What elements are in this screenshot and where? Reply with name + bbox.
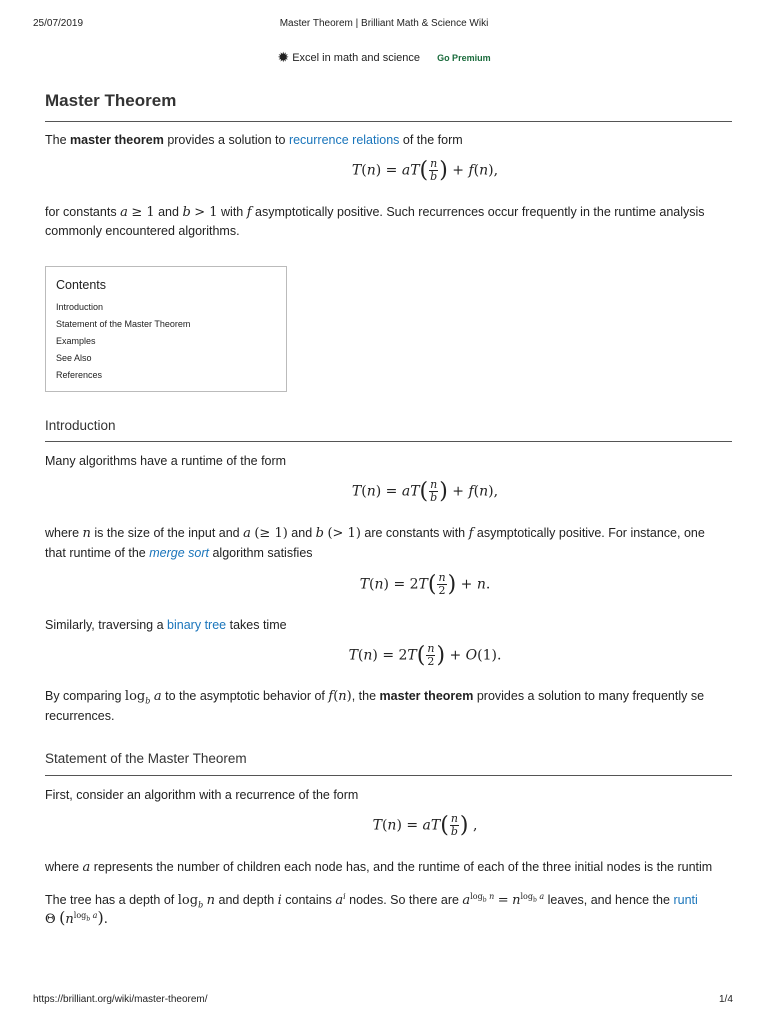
recurrence-relations-link[interactable]: recurrence relations xyxy=(288,133,400,147)
section-heading-statement: Statement of the Master Theorem xyxy=(45,751,247,766)
statement-divider xyxy=(45,775,732,776)
print-date: 25/07/2019 xyxy=(33,18,84,29)
intro-paragraph-2: for constants a ≥ 1 and b > 1 with f asymptotically positive. Such recurrences occur frequently in the runtime analysis xyxy=(45,205,705,220)
toc-item-introduction[interactable]: Introduction xyxy=(56,302,104,312)
equation-binary-tree: T(n) = 2T( $\frac{n}{2}$ ) + O(1). xyxy=(348,642,502,668)
title-divider xyxy=(45,121,732,122)
statement-paragraph-2: where a represents the number of children each node has, and the runtime of each of the three initial nodes is the runtim xyxy=(45,860,713,875)
intro-section-paragraph-1: Many algorithms have a runtime of the form xyxy=(45,454,287,468)
toc-item-examples[interactable]: Examples xyxy=(56,336,96,346)
toc-item-see-also[interactable]: See Also xyxy=(56,353,92,363)
table-of-contents xyxy=(45,266,287,392)
binary-tree-link[interactable]: binary tree xyxy=(167,618,227,632)
intro-section-paragraph-2: where n is the size of the input and a (≥ 1) and b (> 1) are constants with f asymptotically positive. For instance, one xyxy=(45,526,705,541)
introduction-divider xyxy=(45,441,732,442)
toc-title: Contents xyxy=(56,278,107,292)
equation-recurrence-3: T(n) = aT( $\frac{n}{b}$ ) , xyxy=(372,812,478,838)
statement-paragraph-3: The tree has a depth of $\log_b n$ and depth i contains $a^i$ nodes. So there are $a^{log_b n} = n^{log_b a}$ leaves, and hence the runti xyxy=(45,892,698,910)
equation-recurrence-2: T(n) = aT( $\frac{n}{b}$ ) + f(n), xyxy=(351,478,499,504)
statement-paragraph-1: First, consider an algorithm with a recurrence of the form xyxy=(45,788,359,802)
statement-paragraph-3-cont: Θ $(n^{log_b a})$. xyxy=(45,908,108,928)
intro-paragraph-2-cont: commonly encountered algorithms. xyxy=(45,224,240,238)
intro-section-paragraph-5: By comparing $\log_b a$ to the asymptotic behavior of f(n), the master theorem provides a solution to many frequently se xyxy=(45,689,705,706)
toc-item-references[interactable]: References xyxy=(56,370,103,380)
go-premium-link[interactable]: Go Premium xyxy=(437,53,491,63)
merge-sort-link[interactable]: merge sort xyxy=(149,546,209,560)
intro-section-paragraph-5-cont: recurrences. xyxy=(45,709,115,723)
intro-section-paragraph-3: that runtime of the merge sort algorithm satisfies xyxy=(45,546,313,560)
intro-section-paragraph-4: Similarly, traversing a binary tree takes time xyxy=(45,618,287,632)
premium-banner xyxy=(0,49,768,66)
page-title: Master Theorem xyxy=(45,91,177,110)
toc-item-statement[interactable]: Statement of the Master Theorem xyxy=(56,319,191,329)
equation-recurrence-1: T(n) = aT( $\frac{n}{b}$ ) + f(n), xyxy=(351,157,499,183)
banner-text: Excel in math and science xyxy=(292,52,420,64)
section-heading-introduction: Introduction xyxy=(45,418,116,433)
star-burst-icon: ✹ xyxy=(277,49,290,65)
equation-merge-sort: T(n) = 2T( $\frac{n}{2}$ ) + n. xyxy=(359,571,491,597)
print-page-title: Master Theorem | Brilliant Math & Science Wiki xyxy=(279,18,489,29)
intro-paragraph-1: The master theorem provides a solution to recurrence relations of the form xyxy=(45,133,463,147)
print-url: https://brilliant.org/wiki/master-theorem/ xyxy=(33,994,208,1005)
print-page-number: 1/4 xyxy=(719,994,733,1005)
runtime-link[interactable]: runti xyxy=(673,893,698,908)
